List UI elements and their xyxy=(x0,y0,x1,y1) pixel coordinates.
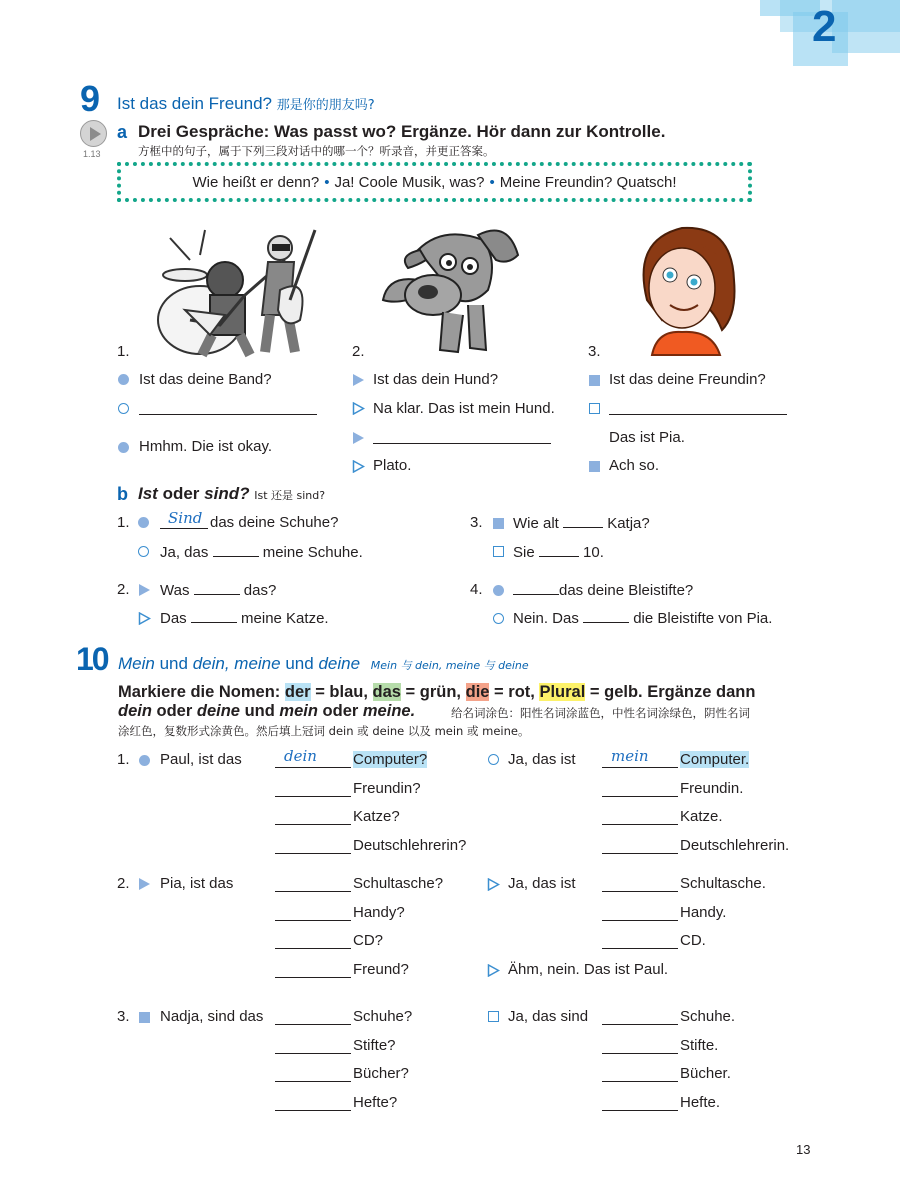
question-noun: Bücher? xyxy=(353,1065,409,1083)
answer-noun: Freundin. xyxy=(680,779,744,797)
audio-play-button[interactable] xyxy=(80,120,107,147)
exercise-9-title xyxy=(117,94,375,114)
b-item-3-question-blank[interactable] xyxy=(563,514,603,528)
title-part: dein, meine xyxy=(192,654,281,673)
highlight-die-red: die xyxy=(465,683,490,701)
audio-track-number: 1.13 xyxy=(83,149,101,159)
question-noun: Schuhe? xyxy=(353,1008,413,1025)
question-noun: Katze? xyxy=(353,808,400,826)
dialogue-1-blank-input[interactable] xyxy=(139,400,317,415)
b-item-4-question xyxy=(513,581,693,599)
part-b-title xyxy=(138,484,325,504)
b-item-2-question-after: das? xyxy=(243,582,277,599)
highlight-der-blue: der xyxy=(284,683,311,701)
question-blank-input[interactable] xyxy=(275,1009,351,1025)
question-blank-input[interactable] xyxy=(275,1038,351,1054)
answer-blank-input[interactable] xyxy=(602,838,678,854)
dialogue-2-number: 2. xyxy=(352,343,365,360)
dot-symbol-icon xyxy=(493,585,504,596)
answer-noun: Bücher. xyxy=(680,1065,731,1083)
b-item-1-number: 1. xyxy=(117,514,130,531)
answer-blank-input[interactable] xyxy=(602,1038,678,1054)
b-item-4-answer-before: Nein. Das xyxy=(513,610,579,627)
b-item-4-question-blank[interactable] xyxy=(513,581,559,595)
highlight-das-green: das xyxy=(372,683,401,701)
b-item-1-answer-before: Ja, das xyxy=(160,544,209,561)
question-blank-input[interactable] xyxy=(275,809,351,825)
b-item-1-handwritten-answer: Sind xyxy=(168,509,203,527)
answer-blank-input[interactable] xyxy=(602,809,678,825)
question-blank-input[interactable] xyxy=(275,781,351,797)
question-blank-input[interactable] xyxy=(275,933,351,949)
question-noun: Freundin? xyxy=(353,779,421,797)
group-number: 2. xyxy=(117,875,130,892)
b-item-1-answer xyxy=(160,543,363,561)
open-triangle-symbol-icon xyxy=(352,402,365,415)
dialogue-1-line-1: Ist das deine Band? xyxy=(139,371,272,388)
b-item-1-answer-after: meine Schuhe. xyxy=(262,544,363,561)
instruction-text: meine. xyxy=(362,702,416,720)
answer-noun: Stifte. xyxy=(680,1036,719,1054)
b-item-2-answer-before: Das xyxy=(160,610,187,627)
b-item-2-question-before: Was xyxy=(160,582,190,599)
b-item-3-number: 3. xyxy=(470,514,483,531)
instruction-text: oder xyxy=(322,702,359,720)
b-item-3-answer-blank[interactable] xyxy=(539,543,579,557)
ring-symbol-icon xyxy=(493,613,504,624)
exercise-10-instruction-zh-2: 涂红色，复数形式涂黄色。然后填上冠词 dein 或 deine 以及 mein 或 meine。 xyxy=(118,724,530,738)
ring-symbol-icon xyxy=(138,546,149,557)
b-item-4-answer-after: die Bleistifte von Pia. xyxy=(633,610,773,627)
answer-noun: Schuhe. xyxy=(680,1008,736,1025)
ring-symbol-icon xyxy=(118,403,129,414)
instruction-text: und xyxy=(244,702,275,720)
b-item-3-question xyxy=(513,514,650,532)
dot-symbol-icon xyxy=(118,442,129,453)
instruction-text: deine xyxy=(196,702,240,720)
title-part: und xyxy=(159,654,188,673)
chapter-number: 2 xyxy=(812,2,837,51)
dialogue-2-blank-input[interactable] xyxy=(373,429,551,444)
question-blank-input[interactable] xyxy=(275,1095,351,1111)
bullet-separator: • xyxy=(489,173,495,191)
group-question: Nadja, sind das xyxy=(160,1008,264,1025)
answer-noun: Katze. xyxy=(680,808,723,826)
question-noun: Deutschlehrerin? xyxy=(353,837,467,855)
answer-blank-input[interactable] xyxy=(602,1066,678,1082)
phrase-box xyxy=(117,162,752,202)
question-blank-input[interactable] xyxy=(275,962,351,978)
open-square-symbol-icon xyxy=(493,546,504,557)
part-b-letter: b xyxy=(117,484,128,504)
open-triangle-symbol-icon xyxy=(138,612,151,625)
question-noun: Freund? xyxy=(353,961,409,979)
answer-blank-input[interactable] xyxy=(602,1095,678,1111)
b-item-4-answer xyxy=(513,609,772,627)
exercise-9-title-zh: 那是你的朋友吗? xyxy=(276,98,375,113)
triangle-symbol-icon xyxy=(353,374,364,386)
b-item-1-question-text: das deine Schuhe? xyxy=(210,514,339,531)
exercise-10-instruction-zh-1: 给名词涂色：阳性名词涂蓝色，中性名词涂绿色，阴性名词 xyxy=(451,706,750,720)
question-blank-input[interactable] xyxy=(275,838,351,854)
phrase-2: Ja! Coole Musik, was? xyxy=(334,173,485,191)
dot-symbol-icon xyxy=(118,374,129,385)
instruction-text: = blau, xyxy=(315,683,368,701)
exercise-10-title-zh: Mein 与 dein, meine 与 deine xyxy=(370,659,529,672)
answer-noun: Handy. xyxy=(680,903,727,921)
answer-blank-input[interactable] xyxy=(602,781,678,797)
group-extra-answer: Ähm, nein. Das ist Paul. xyxy=(508,961,669,979)
dialogue-3-line-1: Ist das deine Freundin? xyxy=(609,371,766,388)
question-noun: Hefte? xyxy=(353,1094,398,1112)
instruction-text: mein xyxy=(279,702,318,720)
title-part: deine xyxy=(318,654,361,673)
dialogue-2-line-4: Plato. xyxy=(373,457,412,474)
exercise-9-title-de: Ist das dein Freund? xyxy=(117,94,272,113)
question-noun: Schultasche? xyxy=(353,875,444,892)
part-b-title-ist: Ist xyxy=(138,484,158,503)
highlight-plural-yellow: Plural xyxy=(539,683,586,701)
answer-blank-input[interactable] xyxy=(602,933,678,949)
answer-blank-input[interactable] xyxy=(602,876,678,892)
answer-noun: CD. xyxy=(680,932,706,950)
phrase-1: Wie heißt er denn? xyxy=(192,173,320,191)
question-blank-input[interactable] xyxy=(275,905,351,921)
group-answer: Ja, das sind xyxy=(508,1008,589,1025)
exercise-10-instruction-line-1 xyxy=(118,683,755,702)
dot-symbol-icon xyxy=(139,755,150,766)
dialogue-3-line-4: Ach so. xyxy=(609,457,660,474)
question-noun: Computer? xyxy=(353,751,428,768)
group-question: Paul, ist das xyxy=(160,751,242,768)
answer-blank-input[interactable] xyxy=(602,1009,678,1025)
group-number: 3. xyxy=(117,1008,130,1025)
part-a-instruction-zh: 方框中的句子，属于下列三段对话中的哪一个？听录音，并更正答案。 xyxy=(138,144,495,158)
question-blank-input[interactable] xyxy=(275,876,351,892)
b-item-1-answer-blank[interactable] xyxy=(213,543,259,557)
exercise-10-number: 10 xyxy=(76,641,108,677)
open-triangle-symbol-icon xyxy=(487,964,500,977)
instruction-lead: Markiere die Nomen: xyxy=(118,683,281,701)
b-item-2-question-blank[interactable] xyxy=(194,581,240,595)
handwritten-example-mein: mein xyxy=(611,747,649,765)
dialogue-1-line-3: Hmhm. Die ist okay. xyxy=(139,438,273,455)
page-number: 13 xyxy=(796,1142,811,1157)
b-item-3-answer-after: 10. xyxy=(583,544,604,561)
handwritten-example-dein: dein xyxy=(284,747,317,765)
band-illustration xyxy=(150,220,330,360)
answer-noun: Computer. xyxy=(680,751,750,768)
dialogue-2-line-2: Na klar. Das ist mein Hund. xyxy=(373,400,555,417)
dialogue-1-number: 1. xyxy=(117,343,130,360)
triangle-symbol-icon xyxy=(139,584,150,596)
dialogue-3-line-3: Das ist Pia. xyxy=(609,429,685,446)
question-noun: Handy? xyxy=(353,903,405,921)
triangle-symbol-icon xyxy=(353,432,364,444)
part-b-title-zh: Ist 还是 sind? xyxy=(254,489,326,502)
answer-blank-input[interactable] xyxy=(602,905,678,921)
dialogue-3-blank-input[interactable] xyxy=(609,400,787,415)
exercise-9-number: 9 xyxy=(80,78,101,119)
instruction-text: = gelb. Ergänze dann xyxy=(589,683,756,701)
dog-illustration xyxy=(378,220,523,360)
question-blank-input[interactable] xyxy=(275,1066,351,1082)
square-symbol-icon xyxy=(139,1012,150,1023)
phrase-3: Meine Freundin? Quatsch! xyxy=(499,173,677,191)
instruction-text: = grün, xyxy=(405,683,462,701)
girl-illustration xyxy=(632,220,742,360)
b-item-2-answer-blank[interactable] xyxy=(191,609,237,623)
square-symbol-icon xyxy=(493,518,504,529)
exercise-10-instruction-line-2 xyxy=(118,702,415,721)
open-triangle-symbol-icon xyxy=(487,878,500,891)
triangle-symbol-icon xyxy=(139,878,150,890)
instruction-text: dein xyxy=(118,702,152,720)
part-b-title-sind: sind? xyxy=(204,484,250,503)
b-item-2-question xyxy=(160,581,276,599)
instruction-text: = rot, xyxy=(494,683,535,701)
b-item-3-answer-before: Sie xyxy=(513,544,535,561)
group-number: 1. xyxy=(117,751,130,768)
question-noun: Stifte? xyxy=(353,1036,396,1054)
b-item-2-answer-after: meine Katze. xyxy=(241,610,329,627)
question-noun: CD? xyxy=(353,932,384,950)
b-item-4-question-after: das deine Bleistifte? xyxy=(559,582,694,599)
b-item-4-answer-blank[interactable] xyxy=(583,609,629,623)
group-answer: Ja, das ist xyxy=(508,751,576,768)
exercise-10-title xyxy=(118,654,529,674)
b-item-3-answer xyxy=(513,543,604,561)
b-item-4-number: 4. xyxy=(470,581,483,598)
instruction-text: oder xyxy=(156,702,193,720)
b-item-3-question-after: Katja? xyxy=(607,515,650,532)
b-item-2-number: 2. xyxy=(117,581,130,598)
ring-symbol-icon xyxy=(488,754,499,765)
bullet-separator: • xyxy=(324,173,330,191)
open-square-symbol-icon xyxy=(589,403,600,414)
part-a-instruction: Drei Gespräche: Was passt wo? Ergänze. Hör dann zur Kontrolle. xyxy=(138,122,666,141)
dialogue-3-number: 3. xyxy=(588,343,601,360)
title-part: und xyxy=(285,654,314,673)
dot-symbol-icon xyxy=(138,517,149,528)
square-symbol-icon xyxy=(589,375,600,386)
part-a-letter: a xyxy=(117,122,128,142)
answer-noun: Deutschlehrerin. xyxy=(680,837,790,855)
answer-noun: Schultasche. xyxy=(680,875,766,892)
b-item-2-answer xyxy=(160,609,329,627)
b-item-3-question-before: Wie alt xyxy=(513,515,559,532)
group-answer: Ja, das ist xyxy=(508,875,576,892)
title-part: Mein xyxy=(118,654,155,673)
square-symbol-icon xyxy=(589,461,600,472)
open-square-symbol-icon xyxy=(488,1011,499,1022)
part-b-title-oder: oder xyxy=(162,484,200,503)
answer-noun: Hefte. xyxy=(680,1094,721,1112)
open-triangle-symbol-icon xyxy=(352,460,365,473)
dialogue-2-line-1: Ist das dein Hund? xyxy=(373,371,499,388)
group-question: Pia, ist das xyxy=(160,875,234,892)
